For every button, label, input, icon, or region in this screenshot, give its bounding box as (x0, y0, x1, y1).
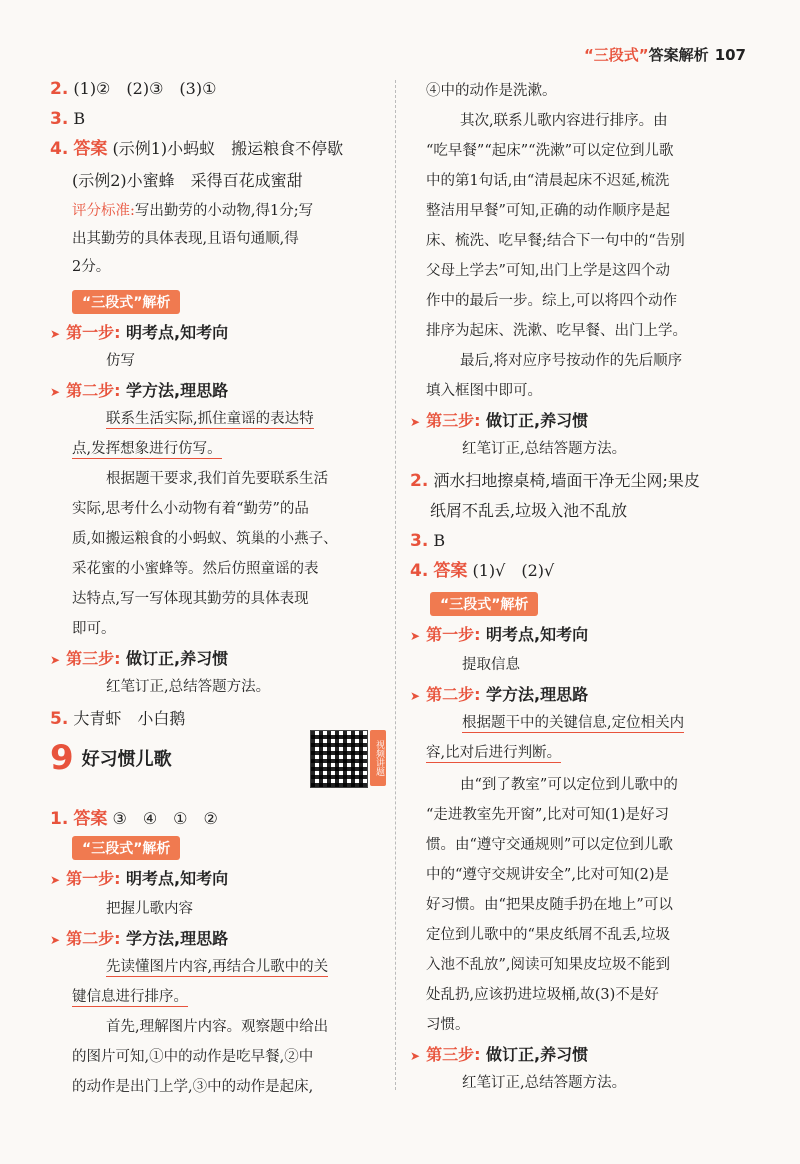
para-line: ④中的动作是洗漱。 (426, 83, 557, 99)
right-step-1-body: 提取信息 (462, 657, 520, 673)
right-step-2-key-1: 根据题干中的关键信息,定位相关内 (462, 715, 685, 731)
step-3-right-body: 红笔订正,总结答题方法。 (462, 441, 627, 457)
para-line: 作中的最后一步。综上,可以将四个动作 (426, 293, 678, 309)
step-3: ➤ 第三步: 做订正,养习惯 (50, 649, 229, 668)
analysis-tag-right: “三段式”解析 (410, 592, 750, 616)
para-line: 由“到了教室”可以定位到儿歌中的 (460, 777, 678, 793)
para-line: 入池不乱放”,阅读可知果皮垃圾不能到 (426, 957, 671, 973)
score-line2: 出其勤劳的具体表现,且语句通顺,得 (72, 231, 299, 247)
lesson-step-1-body: 把握儿歌内容 (106, 901, 193, 917)
step-1: ➤ 第一步: 明考点,知考向 (50, 323, 229, 342)
answer-4-line2: (示例2)小蜜蜂 采得百花成蜜甜 (72, 171, 303, 190)
lesson-step-2: ➤ 第二步: 学方法,理思路 (50, 929, 229, 948)
right-step-1: ➤ 第一步: 明考点,知考向 (410, 625, 589, 644)
step-3-body: 红笔订正,总结答题方法。 (106, 679, 271, 695)
page-header (584, 44, 746, 65)
qr-video-label[interactable]: 视频讲题 (370, 730, 386, 786)
para-line: 床、梳洗、吃早餐;结合下一句中的“告别 (426, 233, 685, 249)
score-criteria: 评分标准:写出勤劳的小动物,得1分;写 (72, 203, 314, 219)
para-line: 中的第1句话,由“清晨起床不迟延,梳洗 (426, 173, 670, 189)
para-line: 其次,联系儿歌内容进行排序。由 (460, 113, 668, 129)
para-line: 首先,理解图片内容。观察题中给出 (106, 1019, 329, 1035)
lesson-heading: 9 好习惯儿歌 (50, 738, 172, 778)
right-step-2-key-2: 容,比对后进行判断。 (426, 745, 562, 761)
para-line: 的图片可知,①中的动作是吃早餐,②中 (72, 1049, 314, 1065)
answer-3: 3. B (50, 109, 86, 129)
para-line: 采花蜜的小蜜蜂等。然后仿照童谣的表 (72, 561, 319, 577)
para-line: 处乱扔,应该扔进垃圾桶,故(3)不是好 (426, 987, 659, 1003)
analysis-tag-2: “三段式”解析 (50, 836, 388, 860)
para-line: 习惯。 (426, 1017, 470, 1033)
para-line: “吃早餐”“起床”“洗漱”可以定位到儿歌 (426, 143, 674, 159)
answer-5: 5. 大青虾 小白鹅 (50, 709, 186, 729)
lesson-answer-1: 1. 答案 ③ ④ ① ② (50, 809, 218, 829)
right-answer-2: 2. 洒水扫地擦桌椅,墙面干净无尘网;果皮 (410, 471, 700, 491)
lesson-step-1: ➤ 第一步: 明考点,知考向 (50, 869, 229, 888)
step-1-body: 仿写 (106, 353, 135, 369)
answer-4: 4. 答案 (示例1)小蚂蚁 搬运粮食不停歇 (50, 139, 344, 159)
analysis-tag-1: “三段式”解析 (50, 290, 388, 314)
para-line: 排序为起床、洗漱、吃早餐、出门上学。 (426, 323, 687, 339)
right-answer-4: 4. 答案 (1)√ (2)√ (410, 561, 555, 581)
step-3-right: ➤ 第三步: 做订正,养习惯 (410, 411, 589, 430)
header-title: 答案解析 (648, 46, 709, 64)
column-divider (395, 80, 396, 1090)
right-answer-3: 3. B (410, 531, 446, 551)
para-line: 即可。 (72, 621, 116, 637)
para-line: 质,如搬运粮食的小蚂蚁、筑巢的小燕子、 (72, 531, 338, 547)
right-step-3: ➤ 第三步: 做订正,养习惯 (410, 1045, 589, 1064)
header-quote: “三段式” (583, 46, 649, 64)
para-line: 中的“遵守交规讲安全”,比对可知(2)是 (426, 867, 669, 883)
right-answer-2-line2: 纸屑不乱丢,垃圾入池不乱放 (430, 501, 628, 520)
right-step-2: ➤ 第二步: 学方法,理思路 (410, 685, 589, 704)
step-2-key-1: 联系生活实际,抓住童谣的表达特 (106, 411, 314, 427)
para-line: 根据题干要求,我们首先要联系生活 (106, 471, 329, 487)
para-line: 填入框图中即可。 (426, 383, 542, 399)
lesson-step-2-key-1: 先读懂图片内容,再结合儿歌中的关 (106, 959, 329, 975)
para-line: 父母上学去”可知,出门上学是这四个动 (426, 263, 671, 279)
qr-code[interactable] (310, 730, 368, 788)
score-line3: 2分。 (72, 259, 111, 275)
step-2-key-2: 点,发挥想象进行仿写。 (72, 441, 222, 457)
para-line: 整洁用早餐”可知,正确的动作顺序是起 (426, 203, 671, 219)
para-line: 惯。由“遵守交通规则”可以定位到儿歌 (426, 837, 673, 853)
para-line: 好习惯。由“把果皮随手扔在地上”可以 (426, 897, 673, 913)
para-line: 达特点,写一写体现其勤劳的具体表现 (72, 591, 309, 607)
step-2: ➤ 第二步: 学方法,理思路 (50, 381, 229, 400)
para-line: 定位到儿歌中的“果皮纸屑不乱丢,垃圾 (426, 927, 671, 943)
para-line: 实际,思考什么小动物有着“勤劳”的品 (72, 501, 309, 517)
right-step-3-body: 红笔订正,总结答题方法。 (462, 1075, 627, 1091)
para-line: 的动作是出门上学,③中的动作是起床, (72, 1079, 314, 1095)
lesson-step-2-key-2: 键信息进行排序。 (72, 989, 188, 1005)
page-number: 107 (714, 46, 746, 64)
para-line: “走进教室先开窗”,比对可知(1)是好习 (426, 807, 669, 823)
para-line: 最后,将对应序号按动作的先后顺序 (460, 353, 683, 369)
answer-2: 2. (1)② (2)③ (3)① (50, 79, 217, 99)
